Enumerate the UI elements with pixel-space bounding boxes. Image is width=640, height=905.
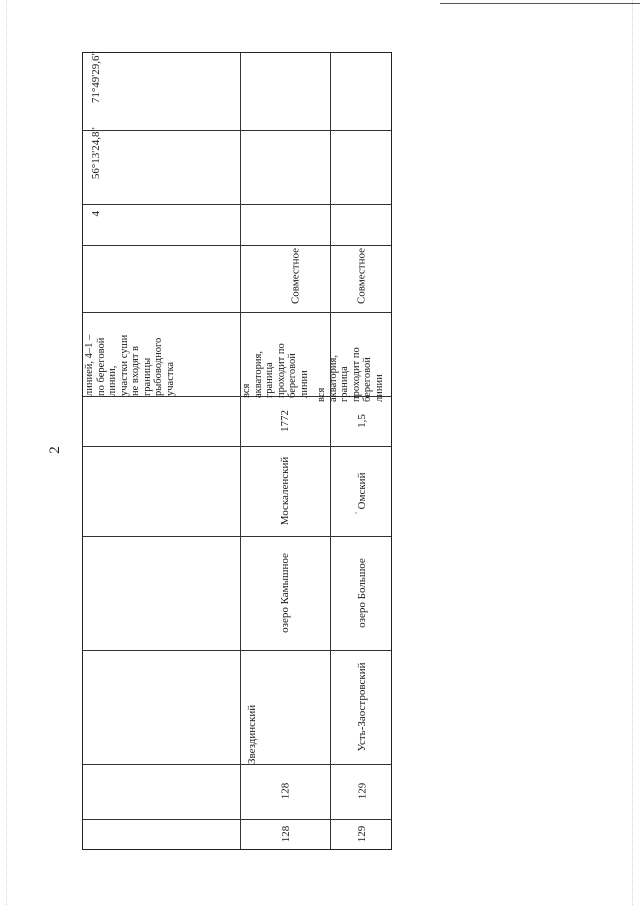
row-129-water-body-cell	[330, 536, 393, 650]
row-128-use-type: Совместное	[289, 247, 302, 305]
row-128-water-body: озеро Камышное	[279, 553, 291, 633]
row-129-area: 1,5	[356, 414, 368, 428]
row-128-water-body-cell	[240, 536, 330, 650]
top-rule	[440, 3, 640, 4]
column-separator	[83, 130, 391, 131]
point-number-cell	[83, 204, 109, 245]
row-129-district-cell	[330, 650, 393, 764]
continuation-description-cell	[83, 312, 193, 396]
data-table	[82, 52, 392, 850]
row-129-area-cell	[330, 396, 393, 446]
row-128-index: 128	[280, 825, 292, 843]
longitude-value: 71°49'29,6"	[90, 51, 102, 104]
row-129-description-cell	[316, 312, 393, 402]
row-128-municipality-cell	[240, 446, 330, 536]
row-129-municipality-cell	[330, 446, 393, 536]
row-129-description: вся акватория, граница проходит по береговой линии	[316, 347, 385, 402]
row-129-index: 129	[356, 825, 368, 843]
row-128-use-type-cell	[240, 245, 330, 312]
right-scan-edge	[632, 0, 633, 905]
row-129-use-type-cell	[330, 245, 393, 312]
continuation-description: линией, 4–1 – по береговой линии, участки суши не входят в границы рыбоводного участка	[84, 334, 176, 396]
page-number: 2	[47, 446, 63, 454]
row-128-description: вся акватория, граница проходит по береговой линии	[241, 343, 310, 398]
row-129-number: 129	[356, 782, 369, 800]
row-129-municipality: Омский	[356, 472, 368, 510]
row-128-district: Звездинский	[246, 704, 258, 764]
latitude-cell	[83, 127, 109, 204]
longitude-cell	[83, 53, 109, 130]
row-129-water-body: озеро Большое	[356, 558, 368, 628]
scan-speck	[355, 512, 357, 514]
row-129-use-type: Совместное	[355, 247, 368, 305]
row-128-area: 1772	[279, 410, 291, 432]
latitude-value: 56°13'24,8"	[90, 127, 102, 180]
left-scan-edge	[6, 0, 7, 905]
column-separator	[83, 204, 391, 205]
point-number-value: 4	[90, 211, 102, 217]
row-129-index-cell	[330, 819, 393, 849]
row-128-longitude-cell	[240, 53, 330, 130]
row-129-district: Усть-Заостровский	[356, 662, 368, 752]
row-128-municipality: Москаленский	[279, 456, 291, 526]
row-128-number-cell	[240, 764, 330, 819]
row-128-index-cell	[240, 819, 330, 849]
row-128-area-cell	[240, 396, 330, 446]
row-128-number: 128	[279, 782, 292, 800]
row-129-number-cell	[330, 764, 393, 819]
row-128-district-cell	[240, 650, 330, 764]
